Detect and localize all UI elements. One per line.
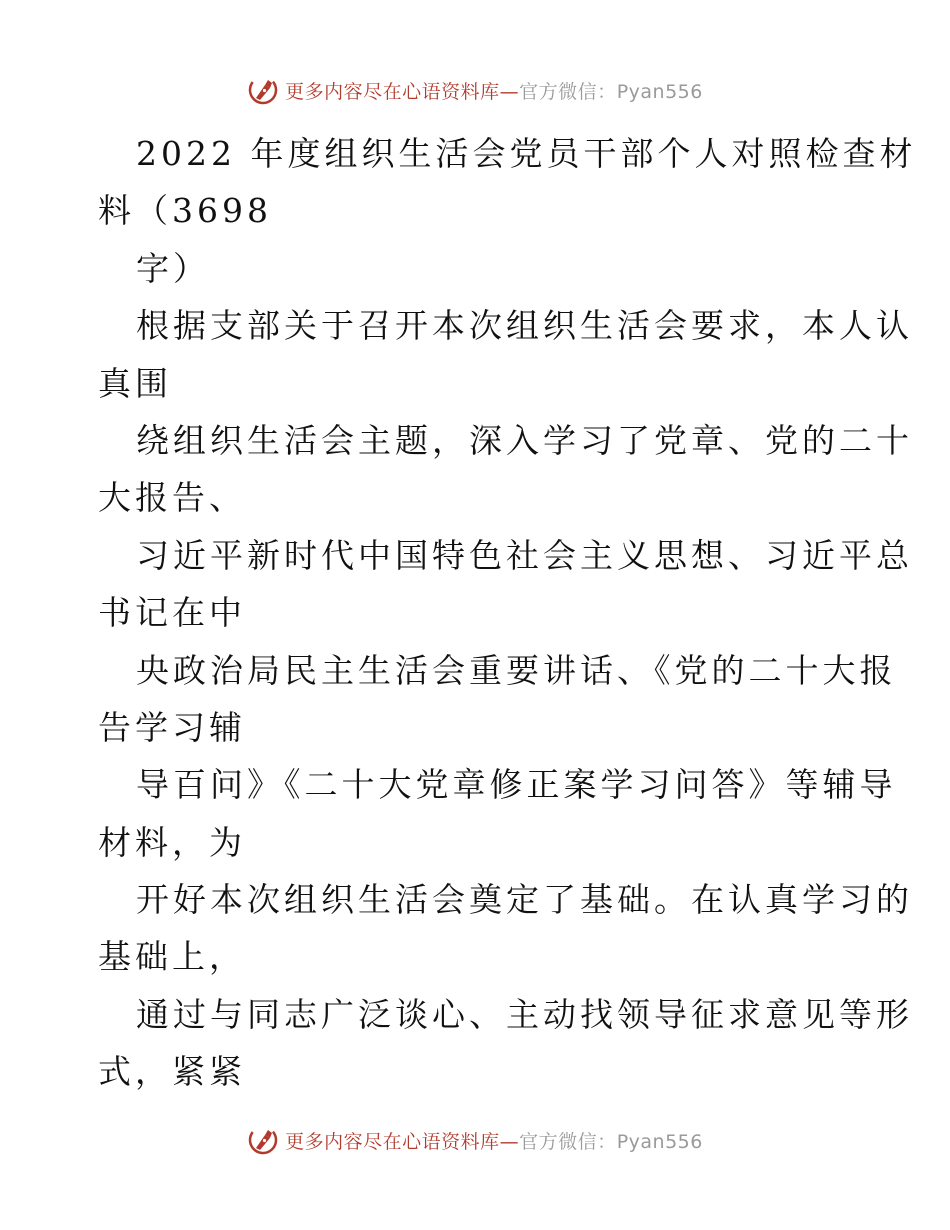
header-watermark [0, 70, 950, 110]
paragraph-line: 基础上， [98, 937, 246, 977]
fountain-pen-nib-icon [247, 74, 279, 106]
watermark-text [285, 1127, 703, 1154]
document-title-line-3: 字） [136, 248, 210, 288]
paragraph-line: 书记在中 [98, 593, 246, 633]
paragraph-line: 通过与同志广泛谈心、主动找领导征求意见等形 [136, 994, 913, 1034]
watermark-wechat-id: Pyan556 [616, 1130, 703, 1153]
paragraph-line: 根据支部关于召开本次组织生活会要求，本人认 [136, 306, 913, 346]
watermark-dash: — [499, 80, 520, 103]
watermark-official-label: 官方微信： [519, 80, 617, 103]
footer-watermark [0, 1120, 950, 1160]
watermark-dash: — [499, 1130, 520, 1153]
paragraph-line: 绕组织生活会主题，深入学习了党章、党的二十 [136, 420, 913, 460]
paragraph-line: 开好本次组织生活会奠定了基础。在认真学习的 [136, 880, 913, 920]
document-title-line-2: 料（3698 [98, 191, 272, 231]
document-title-line-1: 2022 年度组织生活会党员干部个人对照检查材 [136, 134, 917, 173]
paragraph-line: 式，紧紧 [98, 1052, 246, 1092]
document-body [98, 125, 917, 1101]
paragraph-line: 告学习辅 [98, 707, 246, 747]
paragraph-line: 材料，为 [98, 822, 246, 862]
watermark-official-label: 官方微信： [519, 1130, 617, 1153]
paragraph-line: 导百问》《二十大党章修正案学习问答》等辅导 [136, 765, 897, 805]
watermark-main-text: 更多内容尽在心语资料库 [285, 80, 500, 103]
paragraph-line: 央政治局民主生活会重要讲话、《党的二十大报 [136, 650, 897, 690]
watermark-wechat-id: Pyan556 [616, 80, 703, 103]
watermark-main-text: 更多内容尽在心语资料库 [285, 1130, 500, 1153]
paragraph-line: 大报告、 [98, 478, 246, 518]
fountain-pen-nib-icon [247, 1124, 279, 1156]
paragraph-line: 习近平新时代中国特色社会主义思想、习近平总 [136, 535, 913, 575]
paragraph-line: 真围 [98, 363, 172, 403]
watermark-text [285, 77, 703, 104]
